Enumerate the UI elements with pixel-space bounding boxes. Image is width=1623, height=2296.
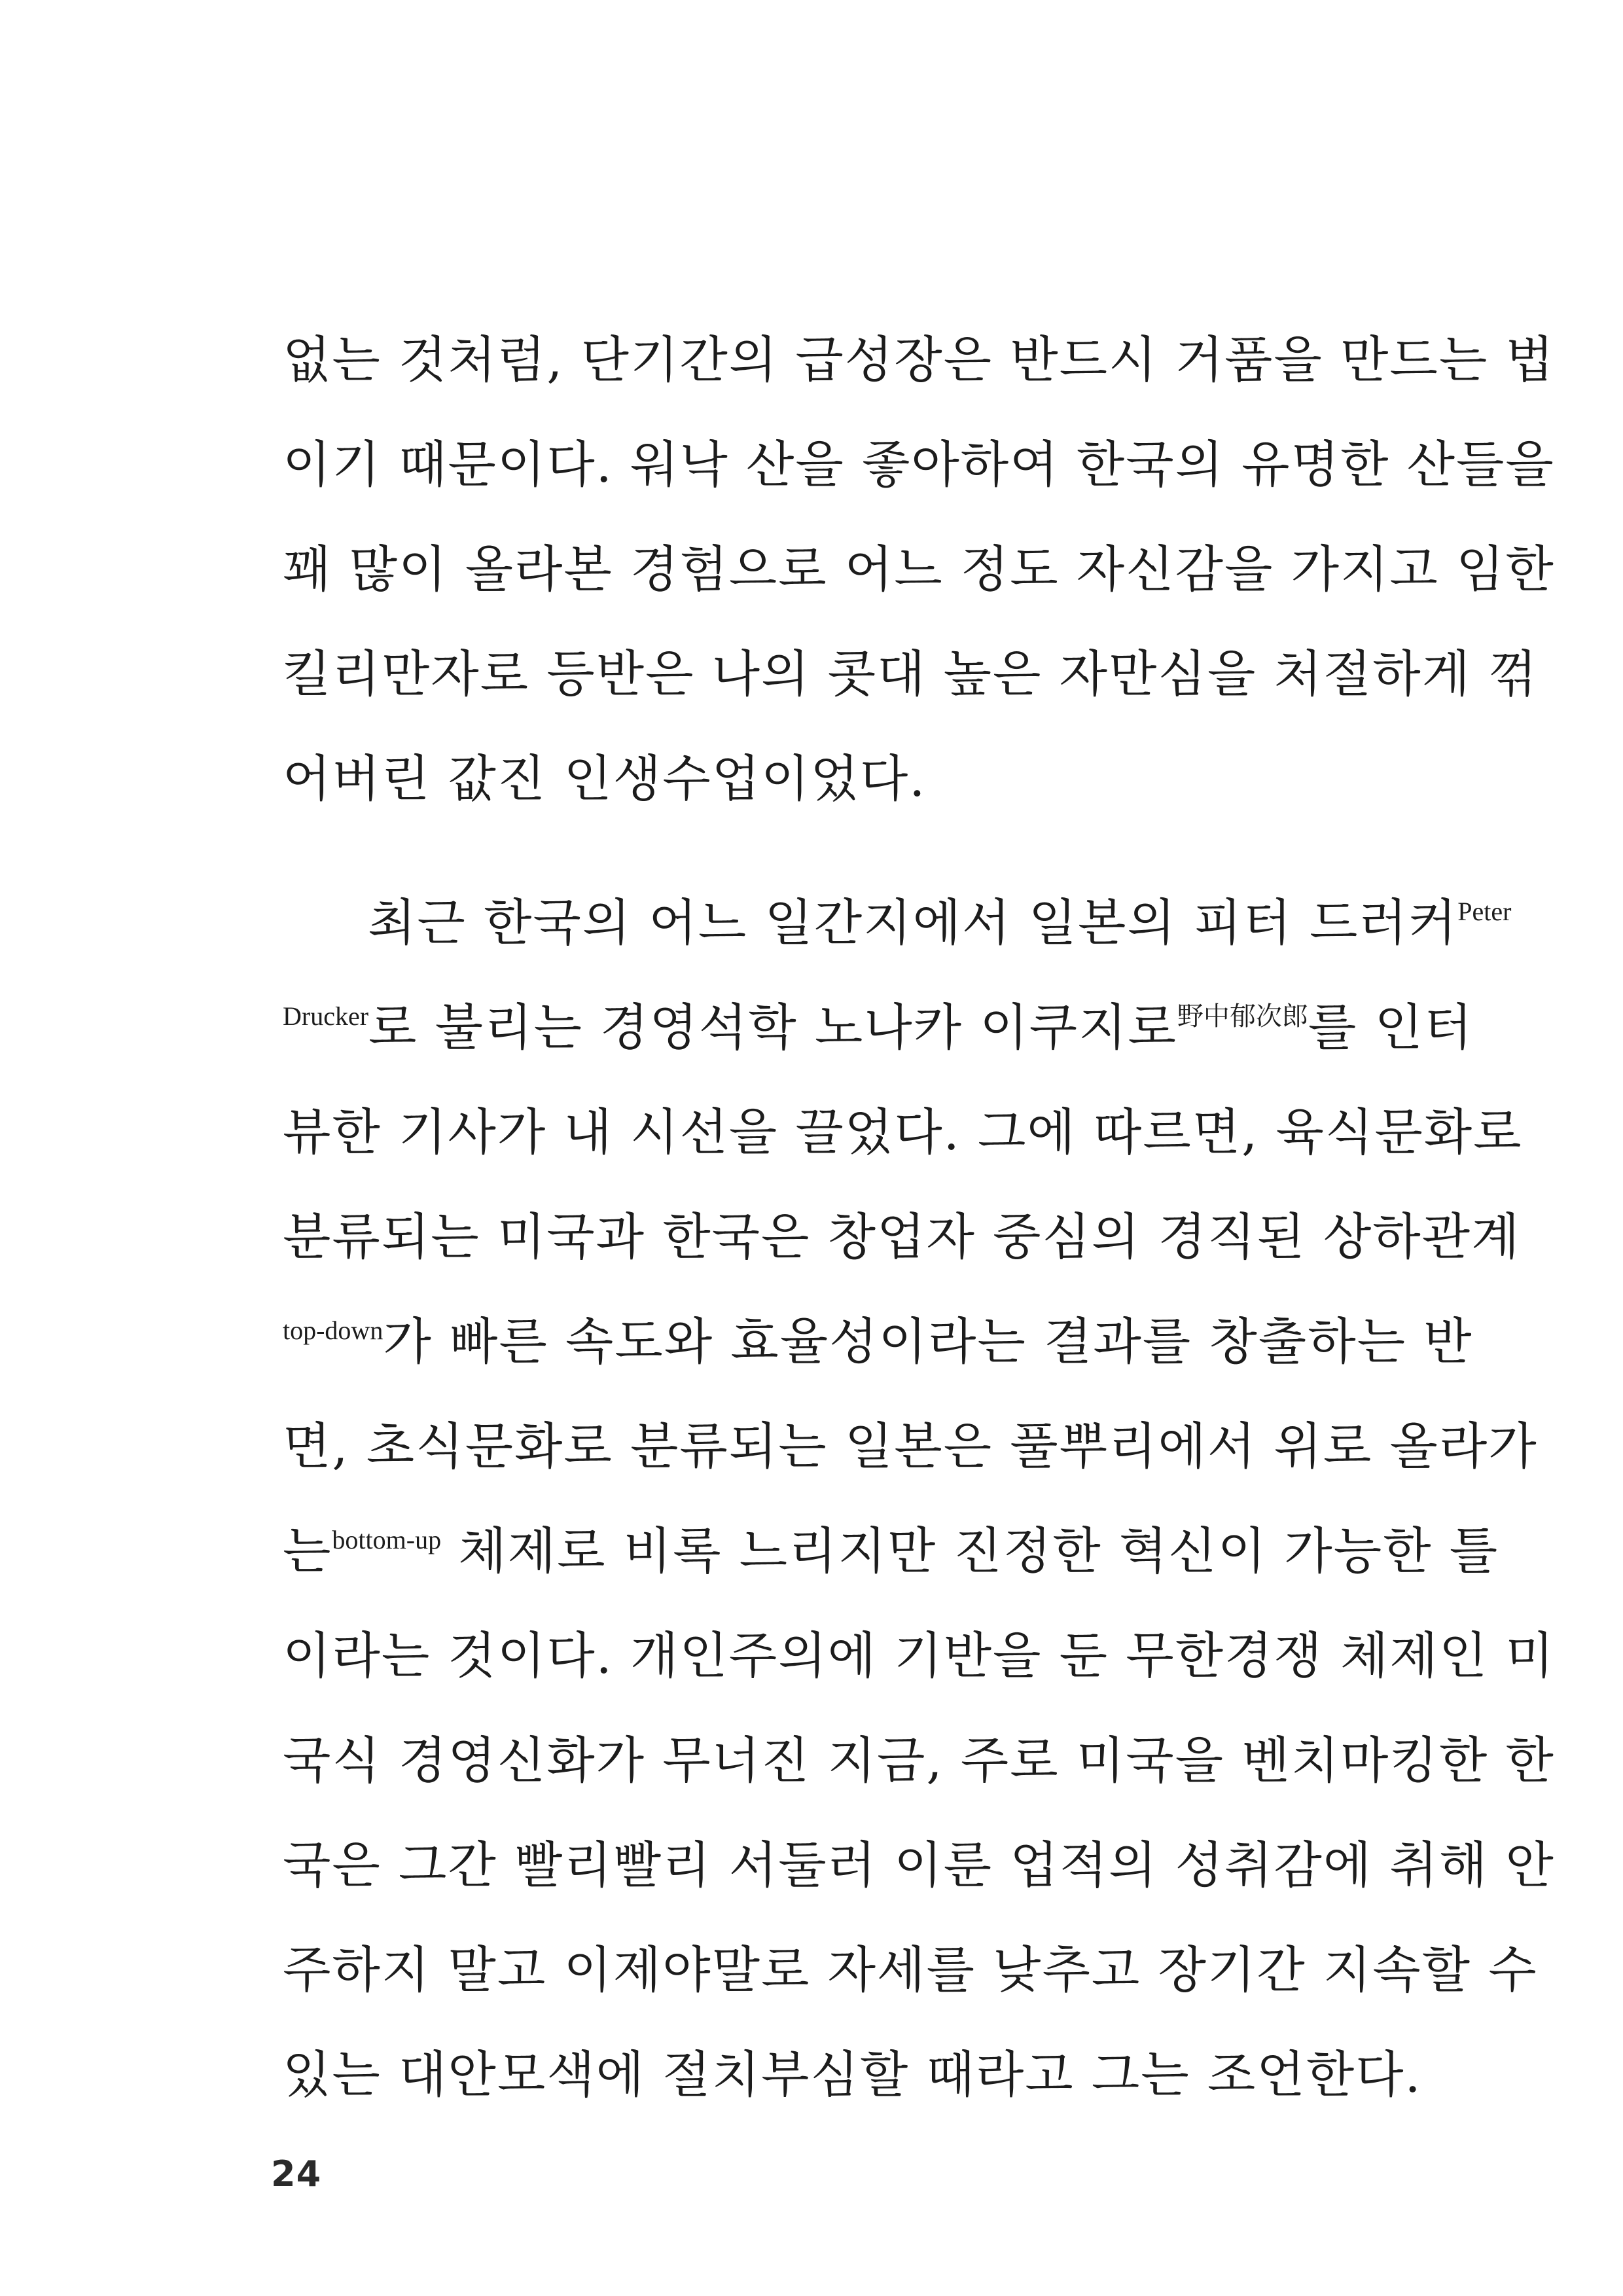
paragraph-2-line (283, 1499, 1499, 1604)
paragraph-2-line: 국식 경영신화가 무너진 지금, 주로 미국을 벤치마킹한 한 (283, 1731, 1555, 1789)
line-text: 가 빠른 속도와 효율성이라는 결과를 창출하는 반 (383, 1312, 1473, 1371)
superscript-annotation: top-down (283, 1316, 383, 1345)
line-text: 는 (283, 1522, 332, 1580)
paragraph-2-line: 있는 대안모색에 절치부심할 때라고 그는 조언한다. (283, 2045, 1422, 2104)
paragraph-1-line: 꽤 많이 올라본 경험으로 어느 정도 자신감을 가지고 임한 (283, 540, 1555, 598)
superscript-annotation: Peter (1457, 897, 1512, 926)
superscript-annotation: bottom-up (332, 1525, 442, 1554)
paragraph-2-line (283, 870, 1512, 975)
paragraph-1-line: 킬리만자로 등반은 나의 콧대 높은 자만심을 처절하게 꺾 (283, 645, 1538, 703)
superscript-annotation: Drucker (283, 1001, 369, 1031)
paragraph-2-line: 뷰한 기사가 내 시선을 끌었다. 그에 따르면, 육식문화로 (283, 1103, 1523, 1161)
paragraph-2-line: 주하지 말고 이제야말로 자세를 낮추고 장기간 지속할 수 (283, 1941, 1538, 1999)
line-text: 로 불리는 경영석학 노나카 이쿠지로 (368, 998, 1177, 1056)
superscript-annotation: 野中郁次郎 (1177, 1001, 1308, 1031)
line-text: 를 인터 (1308, 998, 1474, 1056)
paragraph-2-line (283, 975, 1474, 1080)
paragraph-1-line: 없는 것처럼, 단기간의 급성장은 반드시 거품을 만드는 법 (283, 331, 1555, 389)
paragraph-2-line: 면, 초식문화로 분류되는 일본은 풀뿌리에서 위로 올라가 (283, 1417, 1538, 1475)
page-number: 24 (271, 2153, 322, 2195)
paragraph-2-line: 국은 그간 빨리빨리 서둘러 이룬 업적의 성취감에 취해 안 (283, 1836, 1555, 1894)
paragraph-2-line (283, 1289, 1473, 1394)
paragraph-2-line: 분류되는 미국과 한국은 창업자 중심의 경직된 상하관계 (283, 1208, 1521, 1266)
paragraph-1-line: 어버린 값진 인생수업이었다. (283, 749, 927, 808)
paragraph-1-line: 이기 때문이다. 워낙 산을 좋아하여 한국의 유명한 산들을 (283, 435, 1555, 493)
paragraph-2 (283, 870, 1555, 2127)
line-text: 체제로 비록 느리지만 진정한 혁신이 가능한 틀 (441, 1522, 1499, 1580)
paragraph-1 (283, 308, 1555, 831)
line-text: 최근 한국의 어느 일간지에서 일본의 피터 드러커 (368, 893, 1458, 952)
paragraph-2-line: 이라는 것이다. 개인주의에 기반을 둔 무한경쟁 체제인 미 (283, 1626, 1555, 1685)
